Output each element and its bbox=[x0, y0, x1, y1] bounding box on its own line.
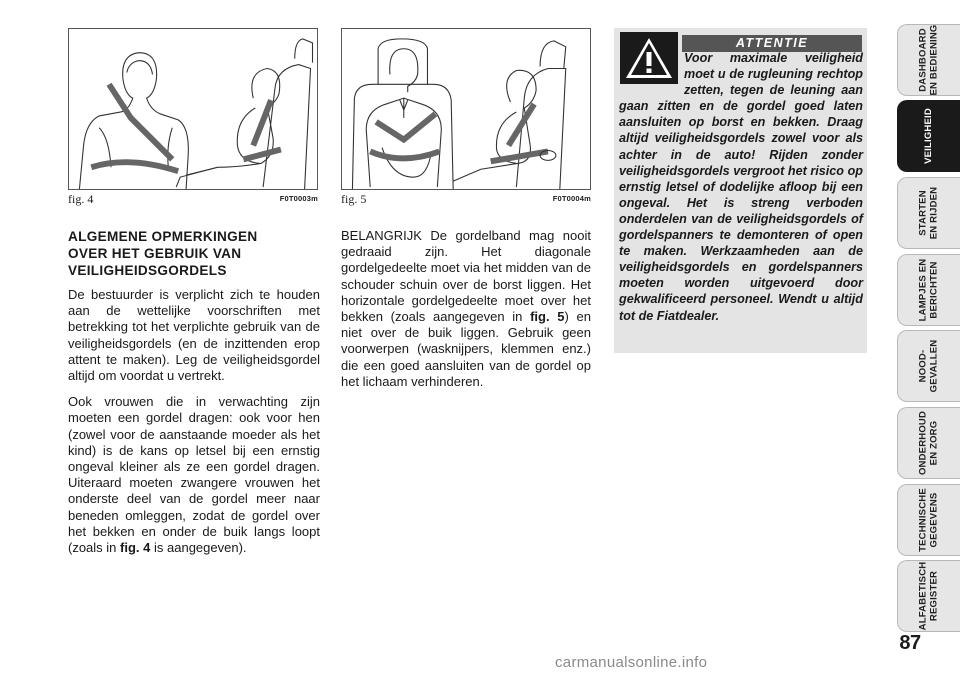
paragraph-important-end: ) en niet over de buik liggen. Gebruik geen voorwerpen (wasknijpers, klemmen enz.) die een goed aansluiten van de gordel op het lichaam verhinderen. bbox=[341, 309, 591, 389]
man-seatbelt-illustration bbox=[342, 29, 590, 189]
figure-4-caption bbox=[68, 192, 318, 206]
paragraph-pregnant-women-end: is aangegeven). bbox=[154, 540, 247, 556]
tab-maintenance-label: ONDERHOUD EN ZORG bbox=[917, 410, 939, 476]
icon-spacer bbox=[619, 50, 684, 84]
paragraph-important-text: BELANGRIJK De gordelband mag nooit gedraaid zijn. Het diagonale gordelgedeelte moet via het midden van de schouder schuin over de borst liggen. Het horizontale gordelgedeelte moet over het bekken (zoals aangegeven in bbox=[341, 228, 591, 325]
pregnant-woman-seatbelt-illustration bbox=[69, 29, 317, 189]
warning-box bbox=[614, 28, 867, 353]
tab-index-label: ALFABETISCH REGISTER bbox=[917, 561, 939, 631]
page-number: 87 bbox=[899, 632, 921, 654]
figure-4-label: fig. 4 bbox=[68, 192, 94, 206]
tab-dashboard[interactable] bbox=[897, 24, 960, 96]
tab-dashboard-label: DASHBOARD EN BEDIENING bbox=[917, 24, 939, 96]
section-heading-line-1: ALGEMENE OPMERKINGEN bbox=[68, 229, 258, 244]
left-column bbox=[68, 228, 320, 566]
tab-maintenance[interactable] bbox=[897, 407, 960, 479]
section-heading bbox=[68, 228, 320, 279]
figure-5-image bbox=[341, 28, 591, 190]
middle-column bbox=[341, 228, 591, 400]
paragraph-pregnant-women-text: Ook vrouwen die in verwachting zijn moeten een gordel dragen: ook voor hen (zowel voor de aanstaande moeder als het kind) is de kans op letsel bij een ernstig ongeval kleiner als ze een gordel dragen. Uiteraard moeten zwangere vrouwen het onderste deel van de gordel meer naar beneden omleggen, zodat de gordel over het bekken en onder de buik langs loopt (zoals in bbox=[68, 394, 320, 556]
figure-5-reference: fig. 5 bbox=[530, 309, 565, 325]
warning-text-container bbox=[619, 50, 863, 324]
tab-index[interactable] bbox=[897, 560, 960, 632]
tab-technical-data[interactable] bbox=[897, 484, 960, 556]
paragraph-pregnant-women bbox=[68, 394, 320, 556]
figure-4-reference: fig. 4 bbox=[120, 540, 151, 556]
paragraph-driver-obligation: De bestuurder is verplicht zich te houden aan de wettelijke voorschriften met betrekking tot het verplichte gebruik van de veiligheidsgordels (en de inzittenden erop attent te maken). Leg de veiligheidsgordel altijd om voordat u vertrekt. bbox=[68, 287, 320, 384]
tab-safety-label: VEILIGHEID bbox=[922, 108, 934, 164]
section-heading-line-2: OVER HET GEBRUIK VAN bbox=[68, 246, 242, 261]
tab-emergencies[interactable] bbox=[897, 330, 960, 402]
warning-text: Voor maximale veiligheid moet u de rugleuning rechtop zetten, tegen de leuning aan gaan zitten en de gordel goed laten aansluiten op borst en bekken. Draag altijd veiligheidsgordels zowel voor als achter in de auto! Rijden zonder veiligheidsgordels vergroot het risico op ernstig letsel of dodelijke afloop bij een ongeval. Het is streng verboden onderdelen van de veiligheidsgordels of gordelspanners te demonteren of open te maken. Werkzaamheden aan de veiligheidsgordels en gordelspanners moeten worden uitgevoerd door gekwalificeerd personeel. Wendt u altijd tot de Fiatdealer. bbox=[619, 51, 863, 323]
section-heading-line-3: VEILIGHEIDSGORDELS bbox=[68, 263, 227, 278]
figure-5-code: F0T0004m bbox=[552, 194, 591, 203]
figure-4-code: F0T0003m bbox=[279, 194, 318, 203]
tab-safety[interactable] bbox=[897, 100, 960, 172]
tab-lights-messages[interactable] bbox=[897, 254, 960, 326]
tab-technical-data-label: TECHNISCHE GEGEVENS bbox=[917, 488, 939, 552]
tab-starting-driving[interactable] bbox=[897, 177, 960, 249]
tab-starting-driving-label: STARTEN EN RIJDEN bbox=[917, 186, 939, 240]
warning-title: ATTENTIE bbox=[682, 35, 862, 52]
figure-5-caption bbox=[341, 192, 591, 206]
figure-5-label: fig. 5 bbox=[341, 192, 367, 206]
watermark: carmanualsonline.info bbox=[555, 654, 708, 671]
figure-4-image bbox=[68, 28, 318, 190]
paragraph-important bbox=[341, 228, 591, 390]
tab-emergencies-label: NOOD- GEVALLEN bbox=[917, 339, 939, 393]
tab-lights-messages-label: LAMPJES EN BERICHTEN bbox=[917, 258, 939, 322]
